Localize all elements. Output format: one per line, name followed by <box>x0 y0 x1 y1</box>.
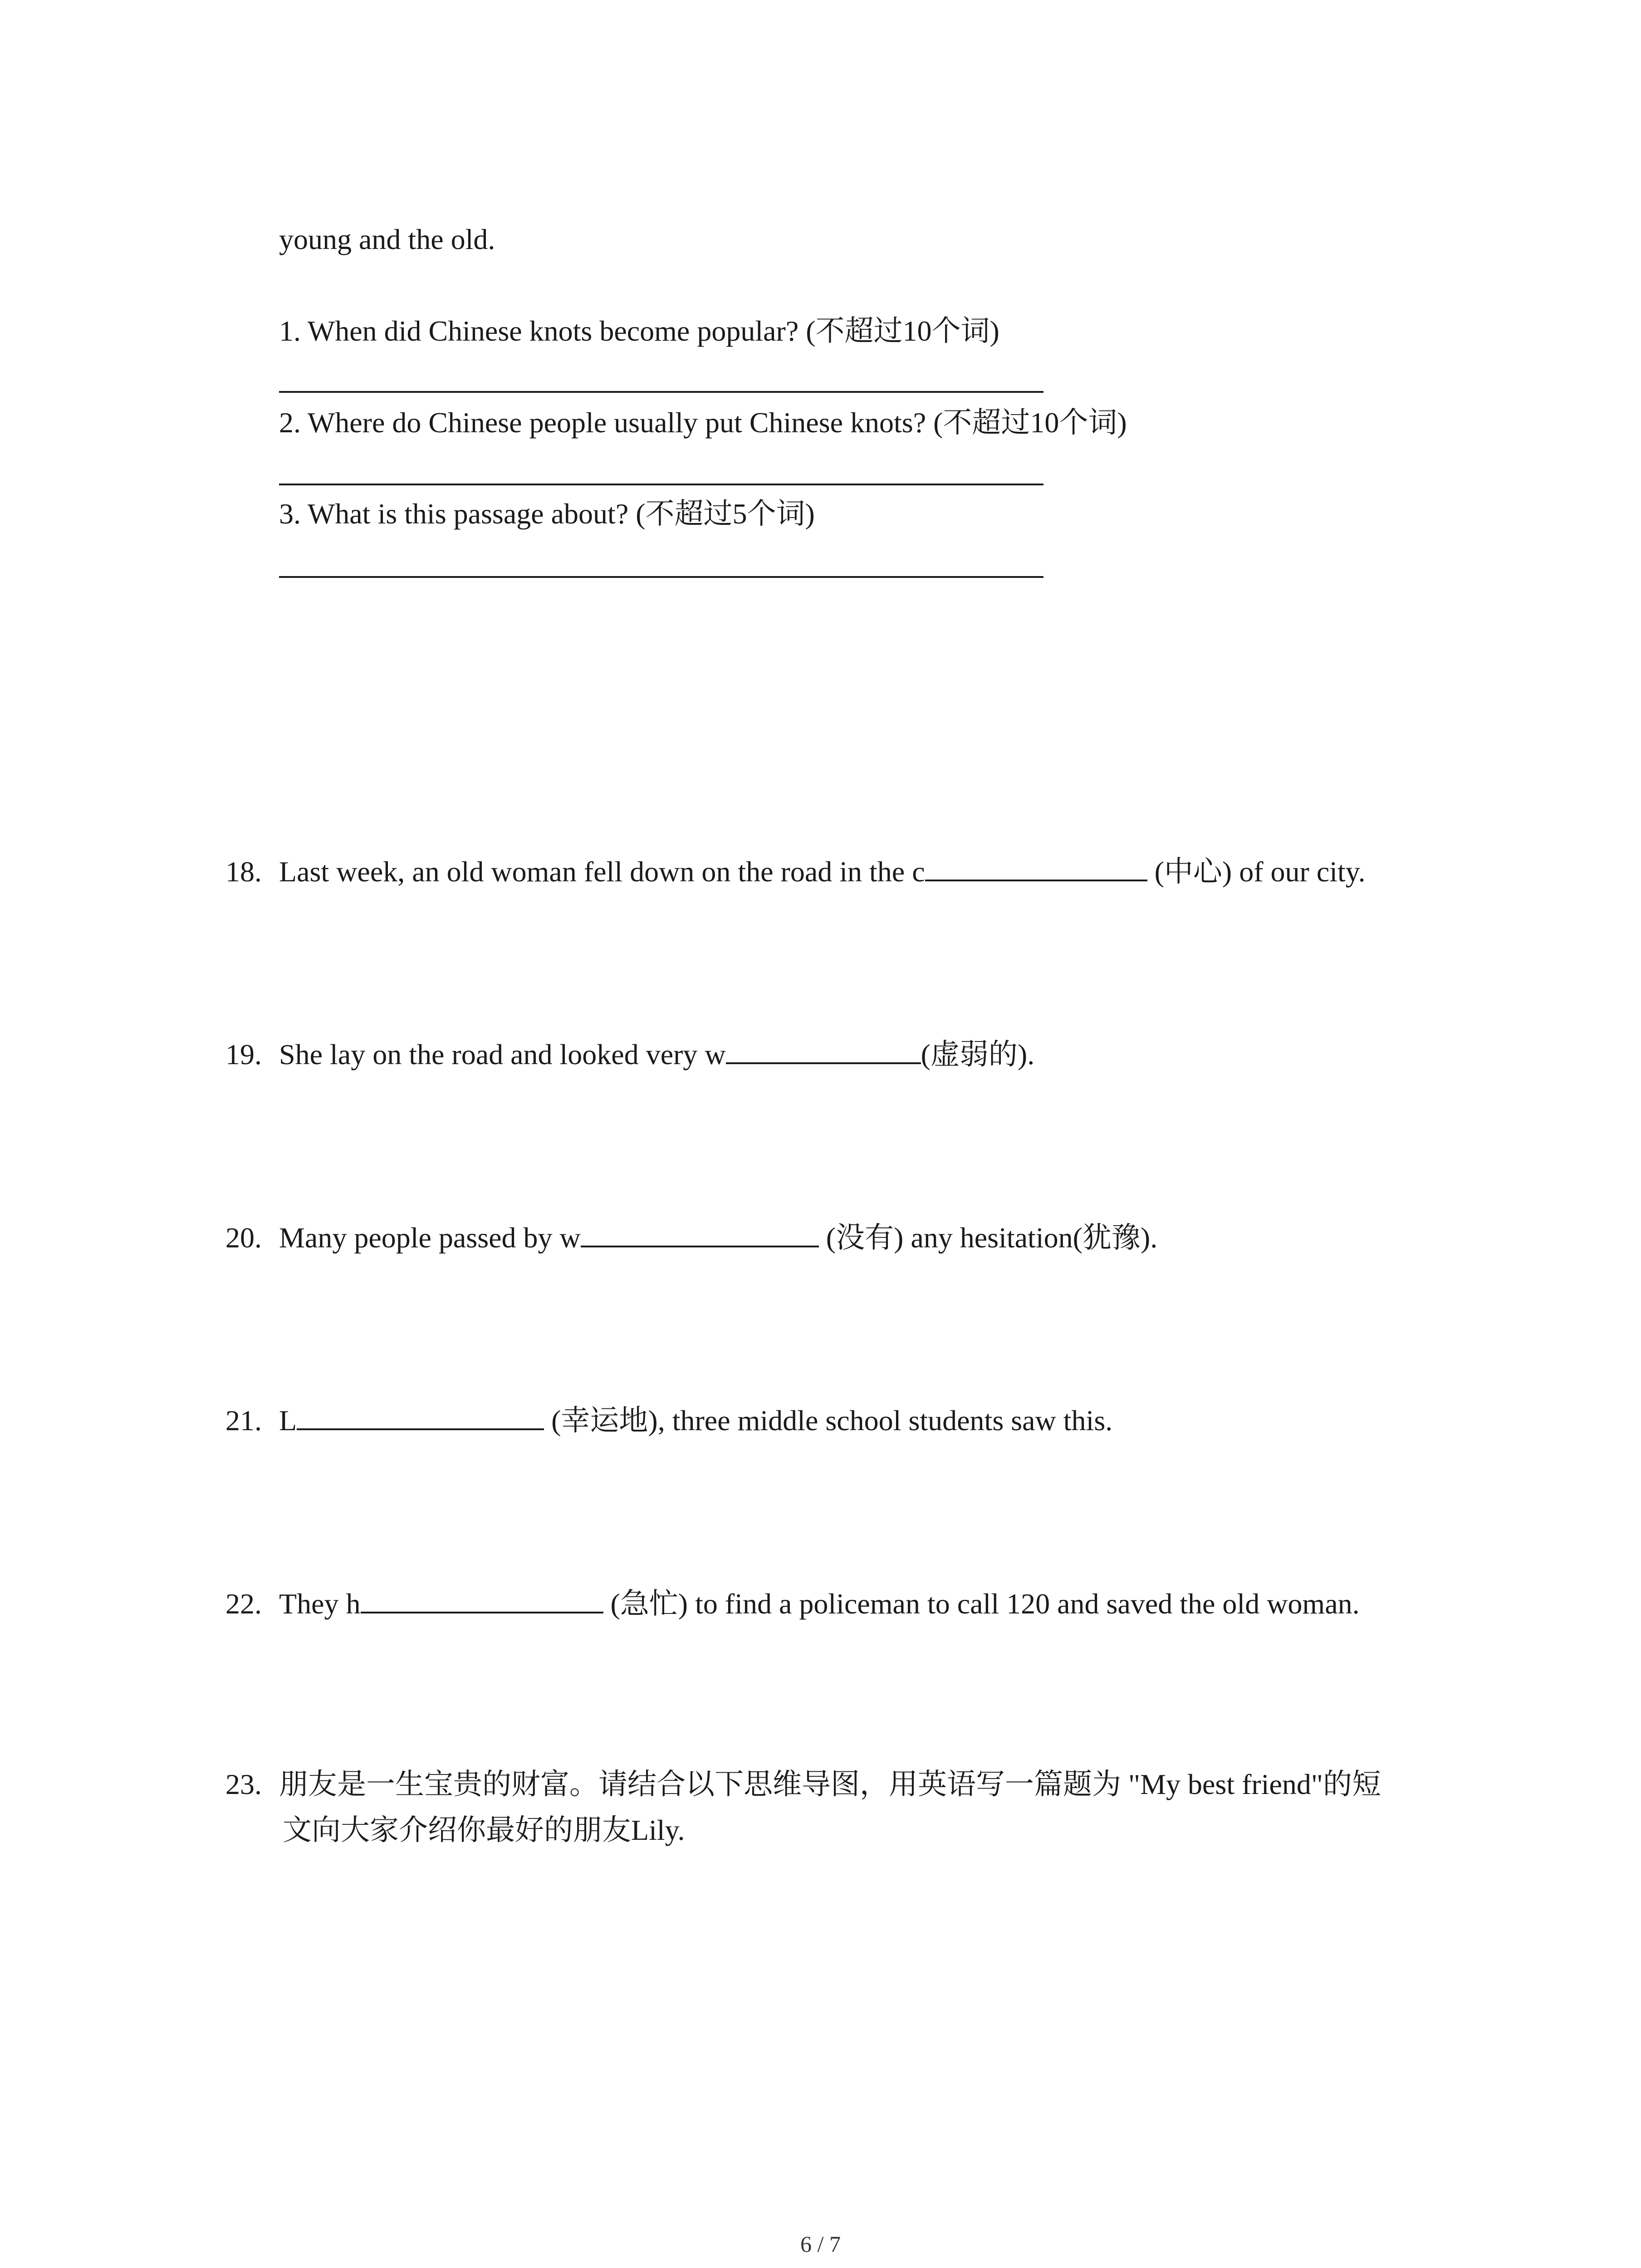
item-number: 21. <box>225 1404 262 1437</box>
answer-blank[interactable] <box>581 1217 819 1247</box>
item-number: 18. <box>225 855 262 888</box>
answer-blank[interactable] <box>925 851 1147 881</box>
fill-item-22 <box>225 1584 1360 1622</box>
page-number: 6 / 7 <box>800 2231 841 2257</box>
passage-tail: young and the old. <box>279 223 495 255</box>
writing-task-line-1 <box>225 1766 1381 1803</box>
item-text-after: (虚弱的). <box>921 1038 1035 1070</box>
writing-task-line-2: 文向大家介绍你最好的朋友Lily. <box>283 1814 685 1846</box>
item-number: 19. <box>225 1038 262 1070</box>
fill-item-21 <box>225 1400 1112 1439</box>
reading-question-3: 3. What is this passage about? (不超过5个词) <box>279 498 815 530</box>
item-text-before: Many people passed by w <box>279 1222 581 1254</box>
answer-line-1[interactable] <box>279 391 1043 393</box>
item-number: 20. <box>225 1222 262 1254</box>
item-number: 23. <box>225 1768 262 1800</box>
answer-line-3[interactable] <box>279 576 1043 578</box>
fill-item-20 <box>225 1217 1157 1256</box>
item-text-after: (急忙) to find a policeman to call 120 and saved the old woman. <box>603 1588 1360 1620</box>
item-text-after: (中心) of our city. <box>1147 855 1366 888</box>
fill-item-18 <box>225 851 1366 890</box>
item-text-before: They h <box>279 1588 361 1620</box>
item-text-after: (幸运地), three middle school students saw this. <box>544 1404 1113 1437</box>
fill-item-19 <box>225 1034 1034 1073</box>
item-text-after: (没有) any hesitation(犹豫). <box>818 1222 1158 1254</box>
answer-blank[interactable] <box>297 1400 544 1430</box>
item-text-before: She lay on the road and looked very w <box>279 1038 726 1070</box>
reading-question-2: 2. Where do Chinese people usually put Chinese knots? (不超过10个词) <box>279 406 1127 439</box>
item-number: 22. <box>225 1588 262 1620</box>
answer-blank[interactable] <box>726 1034 921 1064</box>
item-text-before: Last week, an old woman fell down on the road in the c <box>279 855 925 888</box>
reading-question-1: 1. When did Chinese knots become popular? (不超过10个词) <box>279 315 999 347</box>
answer-blank[interactable] <box>361 1584 603 1613</box>
item-text-before: L <box>279 1404 297 1437</box>
answer-line-2[interactable] <box>279 484 1043 485</box>
writing-task-text: 朋友是一生宝贵的财富。请结合以下思维导图，用英语写一篇题为 "My best friend"的短 <box>279 1768 1381 1800</box>
